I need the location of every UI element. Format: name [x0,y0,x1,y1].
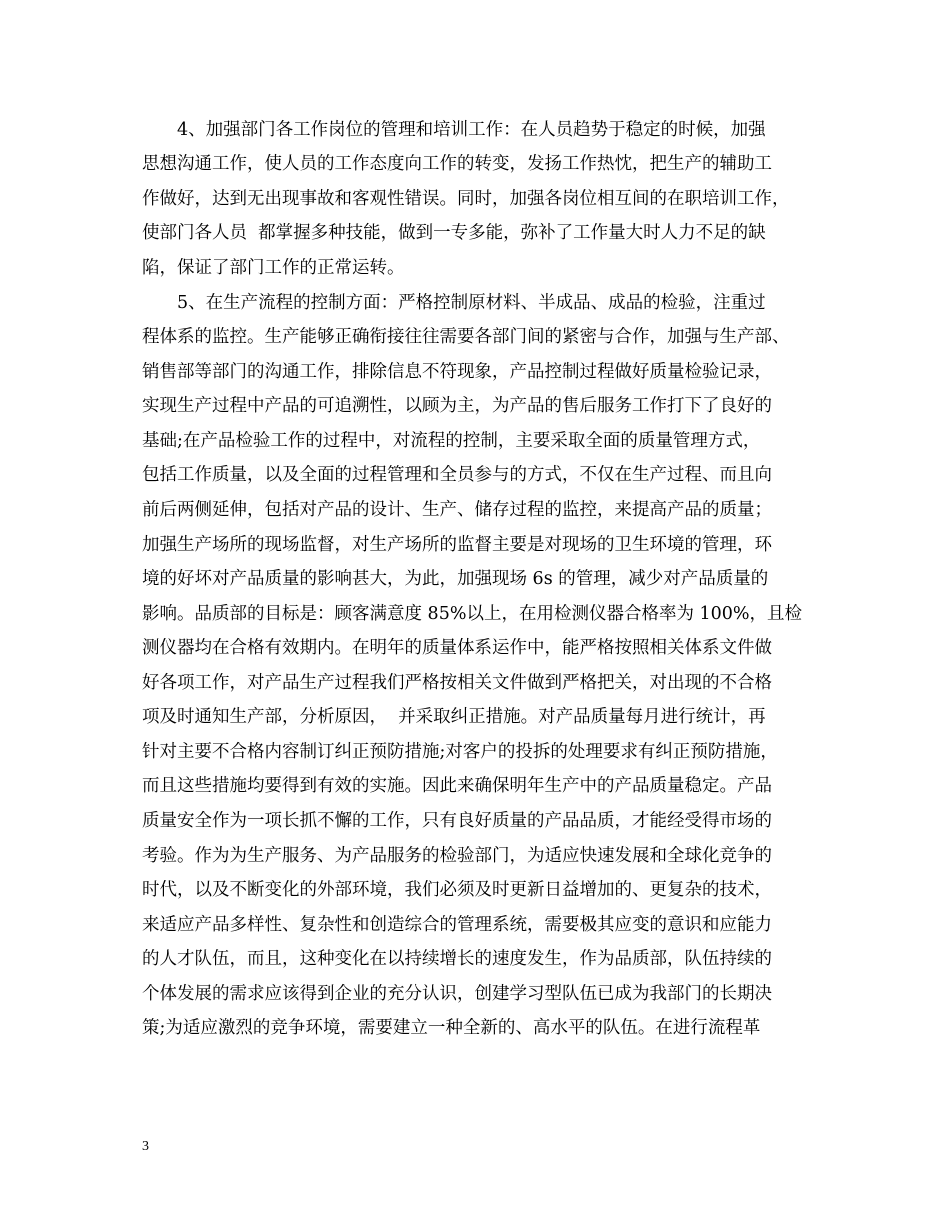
page-number: 3 [142,1139,149,1154]
text-line: 使部门各人员 都掌握多种技能，做到一专多能，弥补了工作量大时人力不足的缺 [142,223,766,243]
text-line: 实现生产过程中产品的可追溯性，以顾为主，为产品的售后服务工作打下了良好的 [142,396,772,416]
text-line: 基础;在产品检验工作的过程中，对流程的控制，主要采取全面的质量管理方式， [142,431,761,451]
text-line: 程体系的监控。生产能够正确衔接往往需要各部门间的紧密与合作，加强与生产部、 [142,327,790,347]
text-line: 的人才队伍，而且，这种变化在以持续增长的速度发生，作为品质部，队伍持续的 [142,949,772,969]
text-line: 考验。作为为生产服务、为产品服务的检验部门，为适应快速发展和全球化竞争的 [142,846,772,866]
text-line: 好各项工作，对产品生产过程我们严格按相关文件做到严格把关，对出现的不合格 [142,673,772,693]
text-line: 作做好，达到无出现事故和客观性错误。同时，加强各岗位相互间的在职培训工作， [142,189,790,209]
text-line: 陷，保证了部门工作的正常运转。 [142,258,405,278]
text-line: 项及时通知生产部，分析原因， 并采取纠正措施。对产品质量每月进行统计，再 [142,707,766,727]
text-line: 时代，以及不断变化的外部环境，我们必须及时更新日益增加的、更复杂的技术， [142,880,772,900]
text-line: 加强生产场所的现场监督，对生产场所的监督主要是对现场的卫生环境的管理，环 [142,535,772,555]
text-line: 而且这些措施均要得到有效的实施。因此来确保明年生产中的产品质量稳定。产品 [142,776,772,796]
text-line: 个体发展的需求应该得到企业的充分认识，创建学习型队伍已成为我部门的长期决 [142,984,772,1004]
text-line: 境的好坏对产品质量的影响甚大，为此，加强现场 6s 的管理，减少对产品质量的 [142,569,769,589]
text-line: 质量安全作为一项长抓不懈的工作，只有良好质量的产品品质，才能经受得市场的 [142,811,772,831]
text-line: 针对主要不合格内容制订纠正预防措施;对客户的投拆的处理要求有纠正预防措施， [142,742,778,762]
text-line: 策;为适应激烈的竞争环境，需要建立一种全新的、高水平的队伍。在进行流程革 [142,1018,761,1038]
text-line: 4、加强部门各工作岗位的管理和培训工作：在人员趋势于稳定的时候，加强 [142,120,766,140]
text-line: 前后两侧延伸，包括对产品的设计、生产、储存过程的监控，来提高产品的质量； [142,500,772,520]
text-line: 包括工作质量，以及全面的过程管理和全员参与的方式，不仅在生产过程、而且向 [142,465,772,485]
text-line: 思想沟通工作，使人员的工作态度向工作的转变，发扬工作热忱，把生产的辅助工 [142,154,772,174]
text-line: 5、在生产流程的控制方面：严格控制原材料、半成品、成品的检验，注重过 [142,293,766,313]
text-line: 影响。品质部的目标是：顾客满意度 85%以上，在用检测仪器合格率为 100%，且检 [142,604,803,624]
text-line: 测仪器均在合格有效期内。在明年的质量体系运作中，能严格按照相关体系文件做 [142,638,772,658]
text-line: 来适应产品多样性、复杂性和创造综合的管理系统，需要极其应变的意识和应能力 [142,915,772,935]
text-line: 销售部等部门的沟通工作，排除信息不符现象，产品控制过程做好质量检验记录， [142,362,772,382]
